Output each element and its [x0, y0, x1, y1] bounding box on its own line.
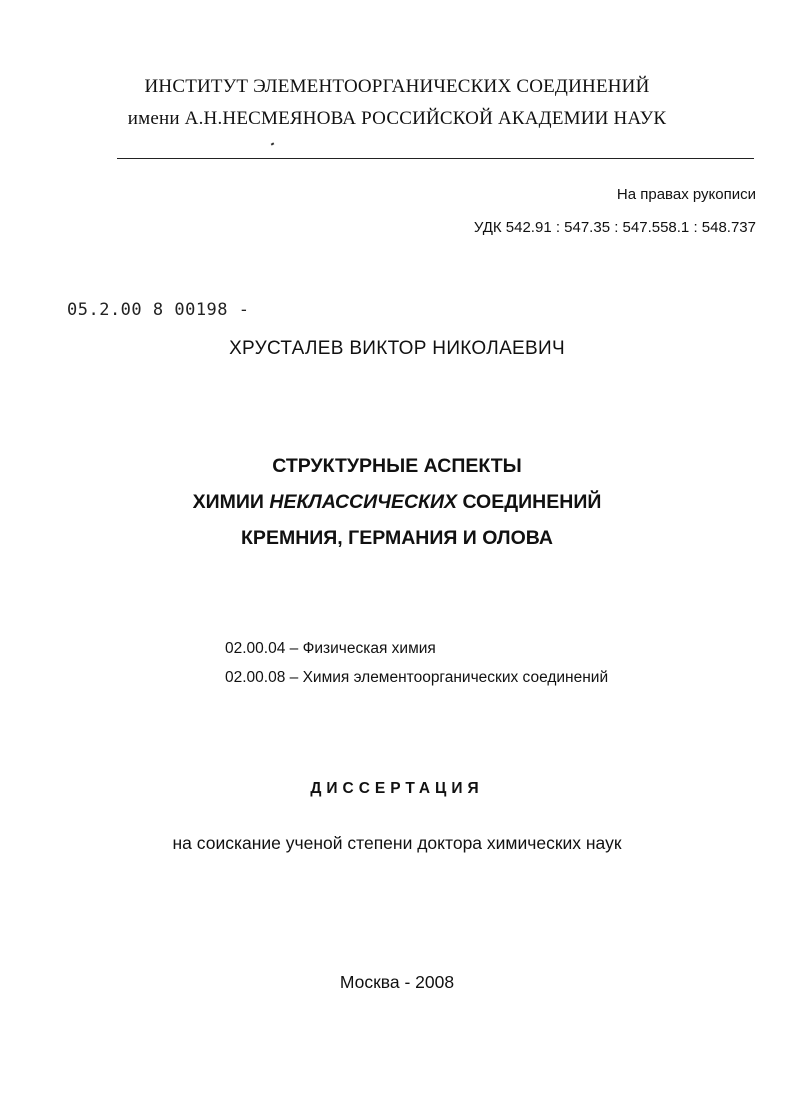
document-type: ДИССЕРТАЦИЯ [310, 780, 484, 797]
archive-stamp: 05.2.00 8 00198 - [67, 300, 250, 320]
title-line2-start: ХИМИИ [192, 491, 270, 513]
manuscript-rights: На правах рукописи [616, 186, 756, 203]
institute-name-line2: имени А.Н.НЕСМЕЯНОВА РОССИЙСКОЙ АКАДЕМИИ НАУК [127, 108, 667, 129]
degree-statement: на соискание ученой степени доктора химических наук [172, 833, 622, 853]
title-line2-italic: НЕКЛАССИЧЕСКИХ [269, 491, 458, 513]
institute-name-line1: ИНСТИТУТ ЭЛЕМЕНТООРГАНИЧЕСКИХ СОЕДИНЕНИЙ [144, 76, 650, 97]
divider-speck [271, 142, 275, 145]
udc-code: УДК 542.91 : 547.35 : 547.558.1 : 548.737 [473, 219, 756, 236]
author-name: ХРУСТАЛЕВ ВИКТОР НИКОЛАЕВИЧ [229, 338, 565, 359]
dissertation-title [0, 448, 794, 556]
title-line2-end: СОЕДИНЕНИЙ [457, 491, 602, 513]
title-line2 [0, 484, 794, 520]
header-divider [117, 158, 754, 159]
title-line3: КРЕМНИЯ, ГЕРМАНИЯ И ОЛОВА [241, 527, 553, 549]
title-line1: СТРУКТУРНЫЕ АСПЕКТЫ [272, 455, 522, 477]
city-year: Москва - 2008 [339, 972, 455, 992]
specialty-1: 02.00.04 – Физическая химия [225, 640, 436, 657]
specialty-2: 02.00.08 – Химия элементоорганических соединений [225, 669, 609, 686]
